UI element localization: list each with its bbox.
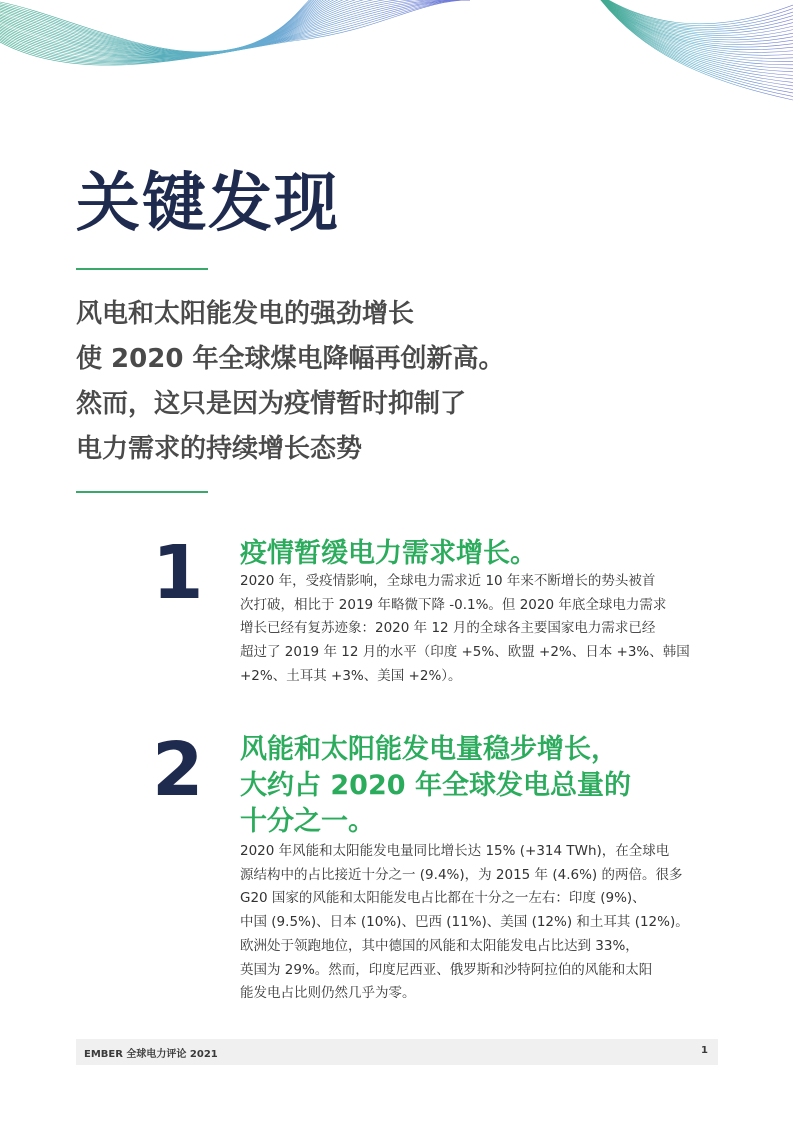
- finding-body-line: +2%、土耳其 +3%、美国 +2%）。: [240, 667, 462, 684]
- divider-top: [76, 268, 208, 270]
- finding-body: [240, 840, 720, 1006]
- lead-line: 风电和太阳能发电的强劲增长: [76, 299, 415, 329]
- finding-title-line: 疫情暂缓电力需求增长。: [240, 538, 537, 569]
- finding-body-line: G20 国家的风能和太阳能发电占比都在十分之一左右：印度 (9%)、: [240, 890, 646, 907]
- lead-line: 电力需求的持续增长态势: [76, 434, 363, 464]
- finding-body-line: 增长已经有复苏迹象：2020 年 12 月的全球各主要国家电力需求已经: [240, 620, 656, 637]
- finding-title: [240, 536, 537, 572]
- page-number: 1: [701, 1045, 708, 1056]
- finding-title-line: 十分之一。: [240, 806, 375, 837]
- finding-body-line: 欧洲处于领跑地位，其中德国的风能和太阳能发电占比达到 33%，: [240, 937, 639, 954]
- finding-body-line: 2020 年风能和太阳能发电量同比增长达 15% (+314 TWh)，在全球电: [240, 843, 670, 859]
- finding-body-line: 超过了 2019 年 12 月的水平（印度 +5%、欧盟 +2%、日本 +3%、韩国: [240, 644, 690, 661]
- finding-body-line: 2020 年，受疫情影响，全球电力需求近 10 年来不断增长的势头被首: [240, 573, 656, 589]
- decorative-wave-lines: [0, 0, 793, 110]
- finding-number: 1: [152, 530, 204, 616]
- finding-body-line: 能发电占比则仍然几乎为零。: [240, 985, 416, 1002]
- lead-line: 使 2020 年全球煤电降幅再创新高。: [76, 344, 505, 374]
- page-footer: [76, 1039, 718, 1065]
- finding-number: 2: [152, 727, 204, 813]
- finding-body-line: 中国 (9.5%)、日本 (10%)、巴西 (11%)、美国 (12%) 和土耳其 (12%)。: [240, 914, 689, 931]
- page-title: 关键发现: [76, 167, 340, 241]
- finding-body: [240, 570, 720, 689]
- finding-title: [240, 732, 631, 840]
- finding-body-line: 源结构中的占比接近十分之一 (9.4%)，为 2015 年 (4.6%) 的两倍。很多: [240, 866, 683, 883]
- lead-line: 然而，这只是因为疫情暂时抑制了: [76, 389, 467, 419]
- divider-bottom: [76, 491, 208, 493]
- finding-title-line: 风能和太阳能发电量稳步增长，: [240, 734, 618, 765]
- footer-brand: EMBER 全球电力评论 2021: [84, 1049, 218, 1060]
- finding-body-line: 英国为 29%。然而，印度尼西亚、俄罗斯和沙特阿拉伯的风能和太阳: [240, 961, 653, 978]
- finding-title-line: 大约占 2020 年全球发电总量的: [240, 770, 631, 801]
- lead-statement: [76, 292, 504, 472]
- finding-body-line: 次打破，相比于 2019 年略微下降 -0.1%。但 2020 年底全球电力需求: [240, 596, 667, 613]
